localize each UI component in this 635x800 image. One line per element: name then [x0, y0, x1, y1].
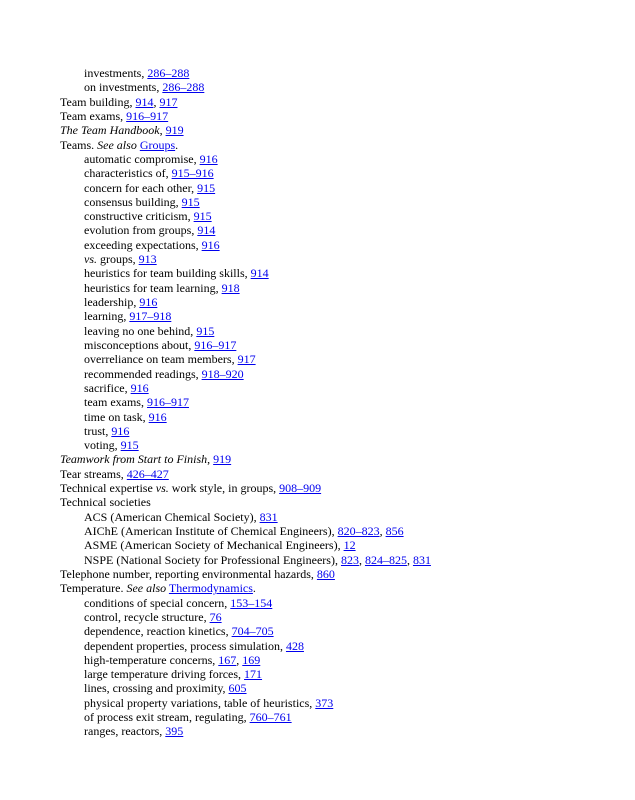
- entry-text: ,: [406, 552, 413, 567]
- entry-text: Team exams,: [60, 108, 127, 123]
- index-subentry: [60, 395, 615, 409]
- page-reference-link[interactable]: 915: [193, 209, 212, 224]
- entry-text: leadership,: [84, 295, 140, 309]
- entry-text: of process exit stream, regulating,: [84, 710, 250, 725]
- index-subentry: [60, 252, 615, 266]
- index-subentry: [60, 667, 615, 681]
- index-subentry: [60, 223, 615, 237]
- page-reference-link[interactable]: 915: [197, 180, 216, 195]
- page-reference-link[interactable]: 919: [165, 123, 184, 138]
- index-subentry: [60, 166, 615, 180]
- page-reference-link[interactable]: 914: [250, 266, 269, 281]
- entry-text: concern for each other,: [84, 180, 198, 195]
- entry-text: Team building,: [60, 94, 136, 109]
- entry-text: ,: [207, 452, 214, 467]
- page-reference-link[interactable]: 915: [120, 438, 139, 453]
- page-reference-link[interactable]: 824–825: [364, 552, 407, 567]
- page-reference-link[interactable]: 916–917: [194, 337, 237, 352]
- index-entry: [60, 452, 615, 466]
- entry-text: large temperature driving forces,: [84, 667, 245, 682]
- entry-text: Telephone number, reporting environmental hazards,: [60, 566, 317, 581]
- entry-text: voting,: [84, 438, 121, 453]
- index-subentry: [60, 438, 615, 452]
- italic-text: Teamwork from Start to Finish: [60, 452, 208, 467]
- entry-text: heuristics for team building skills,: [84, 266, 251, 281]
- index-subentry: [60, 80, 615, 94]
- entry-text: ranges, reactors,: [84, 724, 166, 739]
- page-reference-link[interactable]: Groups: [139, 137, 176, 152]
- page-reference-link[interactable]: 918: [221, 280, 240, 295]
- index-subentry: [60, 181, 615, 195]
- index-subentry: [60, 710, 615, 724]
- entry-text: high-temperature concerns,: [84, 652, 219, 667]
- entry-text: dependent properties, process simulation,: [84, 638, 286, 653]
- page-reference-link[interactable]: 917: [237, 352, 256, 367]
- entry-text: Teams.: [60, 137, 98, 152]
- index-entry: [60, 495, 615, 509]
- entry-text: automatic compromise,: [84, 151, 200, 166]
- index-subentry: [60, 424, 615, 438]
- page-reference-link[interactable]: 917: [159, 94, 178, 109]
- index-subentry: [60, 681, 615, 695]
- page-reference-link[interactable]: 914: [135, 94, 154, 109]
- entry-text: leaving no one behind,: [84, 323, 197, 338]
- italic-text: See also: [97, 137, 137, 152]
- page-reference-link[interactable]: 823: [340, 552, 359, 567]
- entry-text: .: [252, 581, 256, 596]
- index-subentry: [60, 295, 615, 309]
- index-entry: [60, 138, 615, 152]
- entry-text: lines, crossing and proximity,: [84, 681, 229, 696]
- entry-text: evolution from groups,: [84, 223, 198, 238]
- page-reference-link[interactable]: 167: [218, 652, 237, 667]
- index-subentry: [60, 553, 615, 567]
- entry-text: conditions of special concern,: [84, 595, 231, 610]
- index-subentry: [60, 538, 615, 552]
- entry-text: Technical societies: [60, 495, 151, 510]
- index-subentry: [60, 524, 615, 538]
- page-reference-link[interactable]: 286–288: [162, 80, 205, 95]
- index-subentry: [60, 639, 615, 653]
- page-reference-link[interactable]: 914: [197, 223, 216, 238]
- index-subentry: [60, 381, 615, 395]
- entry-text: learning,: [84, 309, 130, 324]
- index-entry: [60, 109, 615, 123]
- entry-text: ,: [159, 123, 166, 138]
- entry-text: consensus building,: [84, 194, 182, 209]
- index-entry: [60, 481, 615, 495]
- entry-text: ,: [153, 94, 160, 109]
- entry-text: Technical expertise: [60, 481, 156, 496]
- entry-text: trust,: [84, 423, 112, 438]
- entry-text: ASME (American Society of Mechanical Engineers),: [84, 538, 344, 553]
- entry-text: dependence, reaction kinetics,: [84, 624, 232, 639]
- page-reference-link[interactable]: 831: [259, 509, 278, 524]
- page-reference-link[interactable]: 919: [213, 452, 232, 467]
- entry-text: sacrifice,: [84, 380, 131, 395]
- entry-text: ACS (American Chemical Society),: [84, 509, 260, 524]
- page-reference-link[interactable]: 605: [228, 681, 247, 696]
- page-reference-link[interactable]: 915–916: [171, 166, 214, 181]
- page-reference-link[interactable]: 428: [285, 638, 304, 653]
- page-reference-link[interactable]: 916: [111, 423, 130, 438]
- page-reference-link[interactable]: 373: [315, 695, 334, 710]
- entry-text: characteristics of,: [84, 166, 172, 181]
- page-reference-link[interactable]: 856: [385, 524, 404, 538]
- page-reference-link[interactable]: 286–288: [147, 66, 190, 80]
- index-subentry: [60, 281, 615, 295]
- entry-text: on investments,: [84, 80, 163, 95]
- entry-text: investments,: [84, 66, 148, 80]
- index-entry: [60, 567, 615, 581]
- index-subentry: [60, 610, 615, 624]
- index-entry: [60, 581, 615, 595]
- page-reference-link[interactable]: 153–154: [230, 595, 273, 610]
- index-subentry: [60, 352, 615, 366]
- index-entry: [60, 123, 615, 137]
- page-reference-link[interactable]: 395: [165, 724, 184, 739]
- entry-text: ,: [236, 652, 243, 667]
- entry-text: misconceptions about,: [84, 337, 195, 352]
- entry-text: Temperature.: [60, 581, 127, 596]
- italic-text: The Team Handbook: [60, 123, 160, 138]
- page-reference-link[interactable]: 916–917: [126, 108, 169, 123]
- page-reference-link[interactable]: 916: [130, 380, 149, 395]
- index-subentry: [60, 410, 615, 424]
- index-entry: [60, 95, 615, 109]
- page-reference-link[interactable]: 916: [201, 237, 220, 252]
- page-reference-link[interactable]: 76: [209, 609, 222, 624]
- index-page: [60, 66, 615, 739]
- page-reference-link[interactable]: 913: [138, 252, 157, 267]
- entry-text: overreliance on team members,: [84, 352, 238, 367]
- entry-text: ,: [358, 552, 365, 567]
- entry-text: recommended readings,: [84, 366, 202, 381]
- entry-text: .: [175, 137, 179, 152]
- index-subentry: [60, 238, 615, 252]
- entry-text: control, recycle structure,: [84, 609, 210, 624]
- page-reference-link[interactable]: 860: [316, 566, 335, 581]
- page-reference-link[interactable]: 915: [181, 194, 200, 209]
- index-subentry: [60, 324, 615, 338]
- page-reference-link[interactable]: 916: [199, 151, 218, 166]
- entry-text: NSPE (National Society for Professional Engineers),: [84, 552, 341, 567]
- index-subentry: [60, 309, 615, 323]
- page-reference-link[interactable]: 916: [148, 409, 167, 424]
- index-subentry: [60, 724, 615, 738]
- page-reference-link[interactable]: 760–761: [249, 710, 292, 725]
- index-subentry: [60, 209, 615, 223]
- index-subentry: [60, 367, 615, 381]
- page-reference-link[interactable]: 918–920: [201, 366, 244, 381]
- page-reference-link[interactable]: 916: [139, 295, 158, 309]
- page-reference-link[interactable]: 915: [196, 323, 215, 338]
- entry-text: team exams,: [84, 395, 147, 410]
- index-subentry: [60, 338, 615, 352]
- italic-text: vs.: [155, 481, 169, 496]
- page-reference-link[interactable]: 171: [244, 667, 263, 682]
- page-reference-link[interactable]: 169: [242, 652, 261, 667]
- entry-text: physical property variations, table of heuristics,: [84, 695, 316, 710]
- page-reference-link[interactable]: 831: [412, 552, 431, 567]
- index-subentry: [60, 624, 615, 638]
- page-reference-link[interactable]: 426–427: [126, 466, 169, 481]
- page-reference-link[interactable]: 820–823: [337, 524, 380, 538]
- index-subentry: [60, 510, 615, 524]
- page-reference-link[interactable]: 704–705: [231, 624, 274, 639]
- entry-text: heuristics for team learning,: [84, 280, 222, 295]
- italic-text: See also: [126, 581, 167, 596]
- index-subentry: [60, 66, 615, 80]
- page-reference-link[interactable]: 12: [343, 538, 356, 553]
- index-subentry: [60, 152, 615, 166]
- italic-text: vs.: [84, 252, 97, 267]
- page-reference-link[interactable]: 917–918: [129, 309, 172, 324]
- page-reference-link[interactable]: Thermodynamics: [168, 581, 253, 596]
- index-subentry: [60, 653, 615, 667]
- page-reference-link[interactable]: 916–917: [146, 395, 189, 410]
- entry-text: Tear streams,: [60, 466, 127, 481]
- index-entry: [60, 467, 615, 481]
- index-subentry: [60, 266, 615, 280]
- entry-text: constructive criticism,: [84, 209, 194, 224]
- entry-text: work style, in groups,: [168, 481, 280, 496]
- index-subentry: [60, 696, 615, 710]
- index-subentry: [60, 596, 615, 610]
- entry-text: ,: [379, 524, 386, 538]
- index-subentry: [60, 195, 615, 209]
- entry-text: exceeding expectations,: [84, 237, 202, 252]
- entry-text: groups,: [97, 252, 139, 267]
- entry-text: time on task,: [84, 409, 149, 424]
- entry-text: AIChE (American Institute of Chemical Engineers),: [84, 524, 338, 538]
- page-reference-link[interactable]: 908–909: [279, 481, 322, 496]
